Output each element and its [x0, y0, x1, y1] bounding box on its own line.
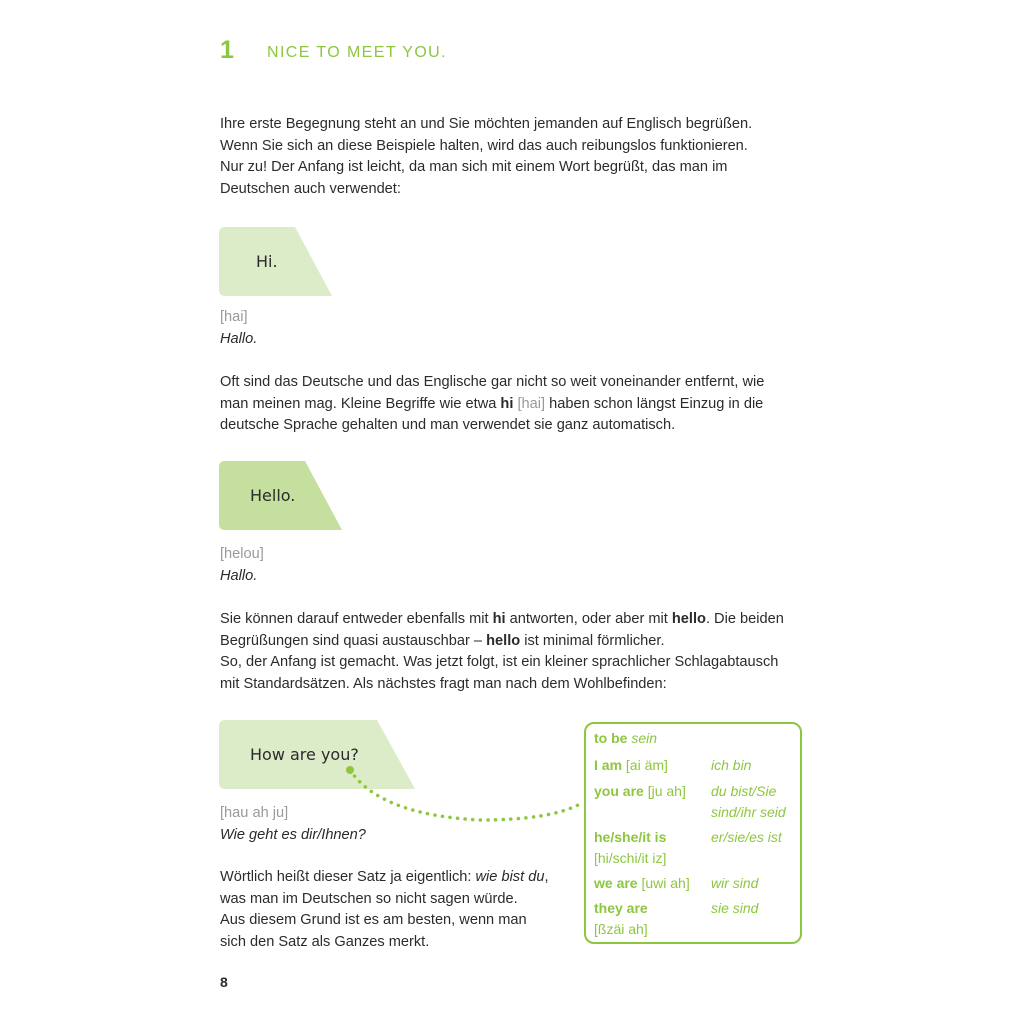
paragraph-2 — [220, 372, 820, 437]
para3-line — [220, 631, 820, 653]
paragraph-4 — [220, 867, 565, 953]
pronunciation-hi: [hai] — [220, 309, 248, 325]
phrase-hi: Hi. — [256, 252, 278, 271]
vocab-row-de: wir sind — [711, 875, 759, 891]
intro-line: Wenn Sie sich an diese Beispiele halten, wird das auch reibungslos funktionieren. — [220, 137, 748, 154]
keyword-hi: hi — [500, 395, 514, 412]
keyword-hello: hello — [671, 611, 706, 627]
chapter-title: NICE TO MEET YOU. — [267, 44, 447, 61]
vocab-row-en — [594, 782, 686, 801]
translation-hi: Hallo. — [220, 331, 258, 347]
vocab-term: I am — [594, 757, 623, 773]
connector-path — [350, 770, 580, 820]
translation-how-are-you: Wie geht es dir/Ihnen? — [220, 827, 366, 843]
para3-line: So, der Anfang ist gemacht. Was jetzt folgt, ist ein kleiner sprachlicher Schlagabtausch — [220, 654, 779, 671]
vocab-row-en — [594, 874, 690, 893]
vocab-row-en — [594, 756, 668, 775]
text: haben schon längst Einzug in die — [545, 395, 764, 412]
para2-line: deutsche Sprache gehalten und man verwendet sie ganz automatisch. — [220, 417, 676, 434]
vocab-term: you are — [594, 783, 644, 799]
page-number: 8 — [220, 974, 228, 990]
text: man meinen mag. Kleine Begriffe wie etwa — [220, 395, 501, 412]
text: antworten, oder aber mit — [505, 611, 672, 627]
vocab-row-de: ich bin — [711, 757, 752, 773]
vocab-pron: [hi/schi/it iz] — [594, 850, 667, 866]
literal-translation: wie bist du — [475, 869, 545, 885]
vocab-pron: [ai äm] — [625, 757, 668, 773]
para3-line — [220, 609, 820, 631]
vocab-term: he/she/it is — [594, 829, 667, 845]
dotted-connector — [340, 760, 590, 830]
text: Wörtlich heißt dieser Satz ja eigentlich: — [220, 869, 476, 885]
vocab-term: they are — [594, 900, 648, 916]
vocab-row-de: sie sind — [711, 900, 759, 916]
text: . Die beiden — [705, 611, 784, 627]
vocab-heading-en: to be — [594, 730, 628, 746]
para4-line: Aus diesem Grund ist es am besten, wenn man — [220, 912, 527, 929]
text: , — [544, 869, 549, 885]
para4-line: sich den Satz als Ganzes merkt. — [220, 933, 430, 950]
vocab-row-de — [711, 781, 786, 823]
paragraph-3 — [220, 609, 820, 695]
chapter-number: 1 — [220, 36, 234, 64]
vocab-pron: [ßzäi ah] — [594, 921, 648, 937]
text: Begrüßungen sind quasi austauschbar – — [220, 632, 487, 649]
vocab-row-en — [594, 828, 666, 868]
keyword-hi: hi — [492, 611, 506, 627]
phrase-hello: Hello. — [250, 486, 296, 505]
intro-paragraph — [220, 114, 820, 200]
intro-line: Deutschen auch verwendet: — [220, 180, 401, 197]
para4-line — [220, 867, 565, 889]
vocab-row-en — [594, 899, 648, 939]
vocab-heading — [594, 730, 657, 746]
pronunciation-hello: [helou] — [220, 546, 264, 562]
vocab-row-de: er/sie/es ist — [711, 829, 782, 845]
para2-line: Oft sind das Deutsche und das Englische gar nicht so weit voneinander entfernt, wie — [220, 374, 765, 390]
intro-line: Ihre erste Begegnung steht an und Sie möchten jemanden auf Englisch begrüßen. — [220, 116, 753, 132]
para3-line: mit Standardsätzen. Als nächstes fragt man nach dem Wohlbefinden: — [220, 675, 667, 692]
vocab-pron: [ju ah] — [647, 783, 686, 799]
intro-line: Nur zu! Der Anfang ist leicht, da man sich mit einem Wort begrüßt, das man im — [220, 159, 728, 176]
vocab-de-line: du bist/Sie — [711, 783, 777, 799]
text: Sie können darauf entweder ebenfalls mit — [220, 611, 493, 627]
para2-line — [220, 394, 820, 416]
vocab-term: we are — [594, 875, 638, 891]
phrase-how-are-you: How are you? — [250, 745, 359, 764]
pronunciation: [hai] — [517, 395, 546, 412]
vocab-pron: [uwi ah] — [641, 875, 690, 891]
translation-hello: Hallo. — [220, 568, 258, 584]
text: ist minimal förmlicher. — [520, 632, 665, 649]
vocab-de-line: sind/ihr seid — [711, 804, 786, 820]
para4-line: was man im Deutschen so nicht sagen würde. — [220, 890, 518, 907]
vocab-heading-de: sein — [631, 730, 658, 746]
pronunciation-how-are-you: [hau ah ju] — [220, 805, 289, 821]
keyword-hello: hello — [486, 632, 521, 649]
